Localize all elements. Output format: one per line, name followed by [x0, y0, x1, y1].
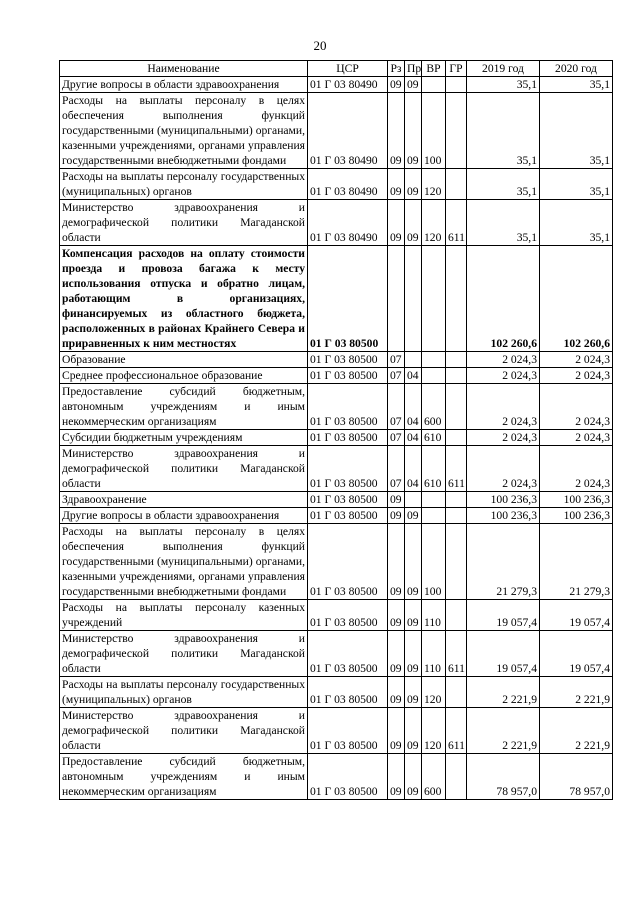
cell-csr: 01 Г 03 80500 [308, 368, 388, 384]
cell-2020: 100 236,3 [540, 508, 613, 524]
cell-vr: 120 [422, 708, 446, 754]
cell-vr: 110 [422, 631, 446, 677]
cell-csr: 01 Г 03 80500 [308, 352, 388, 368]
cell-gr [446, 524, 467, 600]
table-row [60, 384, 613, 430]
table-row [60, 430, 613, 446]
cell-2020: 21 279,3 [540, 524, 613, 600]
cell-csr: 01 Г 03 80500 [308, 446, 388, 492]
cell-vr: 610 [422, 430, 446, 446]
cell-name: Расходы на выплаты персоналу в целях обеспечения выполнения функций государственными (муниципальными) органами, казенными учреждениями, органами управления государственными внебюджетными фондами [60, 93, 308, 169]
cell-2019: 2 024,3 [467, 368, 540, 384]
cell-csr: 01 Г 03 80490 [308, 77, 388, 93]
cell-vr: 100 [422, 524, 446, 600]
cell-pr: 09 [405, 524, 422, 600]
cell-pr [405, 246, 422, 352]
cell-name: Расходы на выплаты персоналу государственных (муниципальных) органов [60, 677, 308, 708]
cell-2019: 100 236,3 [467, 508, 540, 524]
cell-name: Другие вопросы в области здравоохранения [60, 508, 308, 524]
cell-2020: 2 221,9 [540, 677, 613, 708]
cell-2020: 2 024,3 [540, 446, 613, 492]
cell-2020: 35,1 [540, 200, 613, 246]
cell-pr: 09 [405, 200, 422, 246]
cell-pr: 04 [405, 430, 422, 446]
cell-csr: 01 Г 03 80500 [308, 492, 388, 508]
cell-2020: 19 057,4 [540, 631, 613, 677]
table-header-row [60, 61, 613, 77]
cell-pr: 04 [405, 446, 422, 492]
cell-gr [446, 352, 467, 368]
cell-pr: 04 [405, 368, 422, 384]
cell-rz [388, 246, 405, 352]
cell-gr: 611 [446, 708, 467, 754]
cell-2020: 35,1 [540, 169, 613, 200]
cell-gr [446, 77, 467, 93]
cell-csr: 01 Г 03 80500 [308, 754, 388, 800]
cell-name: Министерство здравоохранения и демографической политики Магаданской области [60, 446, 308, 492]
cell-pr: 09 [405, 508, 422, 524]
table-row [60, 492, 613, 508]
page-number: 20 [313, 38, 327, 53]
cell-csr: 01 Г 03 80500 [308, 708, 388, 754]
table-body [60, 77, 613, 800]
table-row [60, 446, 613, 492]
cell-pr: 09 [405, 754, 422, 800]
cell-pr: 09 [405, 77, 422, 93]
cell-pr: 04 [405, 384, 422, 430]
cell-2020: 102 260,6 [540, 246, 613, 352]
cell-2020: 19 057,4 [540, 600, 613, 631]
cell-csr: 01 Г 03 80500 [308, 677, 388, 708]
cell-csr: 01 Г 03 80500 [308, 600, 388, 631]
cell-2019: 2 221,9 [467, 677, 540, 708]
cell-rz: 07 [388, 368, 405, 384]
header-vr: ВР [422, 61, 446, 77]
cell-vr [422, 352, 446, 368]
table-row [60, 631, 613, 677]
cell-csr: 01 Г 03 80500 [308, 384, 388, 430]
cell-2019: 35,1 [467, 93, 540, 169]
table-row [60, 368, 613, 384]
cell-name: Расходы на выплаты персоналу казенных учреждений [60, 600, 308, 631]
cell-vr [422, 77, 446, 93]
table-row [60, 77, 613, 93]
cell-gr [446, 93, 467, 169]
cell-vr [422, 246, 446, 352]
cell-rz: 07 [388, 446, 405, 492]
cell-name: Другие вопросы в области здравоохранения [60, 77, 308, 93]
cell-2019: 35,1 [467, 77, 540, 93]
cell-2019: 2 024,3 [467, 352, 540, 368]
cell-pr: 09 [405, 677, 422, 708]
cell-gr [446, 430, 467, 446]
budget-table [59, 60, 613, 800]
cell-pr: 09 [405, 600, 422, 631]
table-row [60, 93, 613, 169]
cell-gr: 611 [446, 446, 467, 492]
cell-2020: 2 024,3 [540, 352, 613, 368]
cell-csr: 01 Г 03 80490 [308, 200, 388, 246]
cell-pr: 09 [405, 631, 422, 677]
cell-2020: 35,1 [540, 93, 613, 169]
cell-rz: 09 [388, 631, 405, 677]
table-row [60, 754, 613, 800]
cell-2019: 21 279,3 [467, 524, 540, 600]
cell-rz: 09 [388, 600, 405, 631]
cell-2020: 78 957,0 [540, 754, 613, 800]
cell-vr [422, 492, 446, 508]
cell-2020: 2 024,3 [540, 368, 613, 384]
cell-rz: 09 [388, 677, 405, 708]
cell-vr: 120 [422, 677, 446, 708]
cell-2019: 35,1 [467, 200, 540, 246]
cell-gr [446, 508, 467, 524]
cell-name: Среднее профессиональное образование [60, 368, 308, 384]
cell-rz: 07 [388, 430, 405, 446]
cell-name: Образование [60, 352, 308, 368]
cell-gr [446, 368, 467, 384]
cell-csr: 01 Г 03 80500 [308, 508, 388, 524]
cell-rz: 09 [388, 524, 405, 600]
cell-name: Предоставление субсидий бюджетным, автономным учреждениям и иным некоммерческим организациям [60, 754, 308, 800]
cell-gr [446, 384, 467, 430]
table-row [60, 352, 613, 368]
cell-name: Министерство здравоохранения и демографической политики Магаданской области [60, 631, 308, 677]
cell-2019: 19 057,4 [467, 631, 540, 677]
cell-pr [405, 492, 422, 508]
cell-csr: 01 Г 03 80500 [308, 246, 388, 352]
cell-name: Здравоохранение [60, 492, 308, 508]
table-row [60, 246, 613, 352]
cell-csr: 01 Г 03 80490 [308, 169, 388, 200]
cell-vr: 600 [422, 384, 446, 430]
cell-gr: 611 [446, 631, 467, 677]
cell-gr [446, 492, 467, 508]
cell-rz: 07 [388, 384, 405, 430]
cell-gr [446, 169, 467, 200]
cell-name: Субсидии бюджетным учреждениям [60, 430, 308, 446]
cell-rz: 09 [388, 200, 405, 246]
cell-rz: 09 [388, 708, 405, 754]
cell-gr [446, 677, 467, 708]
table-row [60, 169, 613, 200]
cell-pr: 09 [405, 169, 422, 200]
cell-2020: 2 024,3 [540, 430, 613, 446]
cell-name: Министерство здравоохранения и демографической политики Магаданской области [60, 200, 308, 246]
table-row [60, 708, 613, 754]
table-row [60, 508, 613, 524]
cell-vr: 110 [422, 600, 446, 631]
cell-2019: 2 024,3 [467, 430, 540, 446]
cell-2020: 2 024,3 [540, 384, 613, 430]
cell-2019: 2 221,9 [467, 708, 540, 754]
cell-rz: 09 [388, 169, 405, 200]
cell-gr [446, 600, 467, 631]
cell-rz: 09 [388, 77, 405, 93]
cell-vr: 600 [422, 754, 446, 800]
cell-gr: 611 [446, 200, 467, 246]
header-gr: ГР [446, 61, 467, 77]
cell-vr: 610 [422, 446, 446, 492]
cell-csr: 01 Г 03 80500 [308, 524, 388, 600]
cell-2019: 78 957,0 [467, 754, 540, 800]
cell-2020: 100 236,3 [540, 492, 613, 508]
cell-name: Расходы на выплаты персоналу государственных (муниципальных) органов [60, 169, 308, 200]
cell-2019: 100 236,3 [467, 492, 540, 508]
cell-2019: 2 024,3 [467, 446, 540, 492]
header-2019: 2019 год [467, 61, 540, 77]
cell-rz: 07 [388, 352, 405, 368]
cell-vr [422, 508, 446, 524]
cell-2019: 102 260,6 [467, 246, 540, 352]
cell-csr: 01 Г 03 80500 [308, 430, 388, 446]
cell-name: Расходы на выплаты персоналу в целях обеспечения выполнения функций государственными (муниципальными) органами, казенными учреждениями, органами управления государственными внебюджетными фондами [60, 524, 308, 600]
cell-gr [446, 246, 467, 352]
header-pr: Пр [405, 61, 422, 77]
header-name: Наименование [60, 61, 308, 77]
cell-name: Министерство здравоохранения и демографической политики Магаданской области [60, 708, 308, 754]
table-row [60, 600, 613, 631]
cell-2019: 19 057,4 [467, 600, 540, 631]
cell-2019: 35,1 [467, 169, 540, 200]
cell-vr: 100 [422, 93, 446, 169]
cell-pr: 09 [405, 708, 422, 754]
table-row [60, 677, 613, 708]
cell-vr: 120 [422, 200, 446, 246]
cell-rz: 09 [388, 93, 405, 169]
cell-2019: 2 024,3 [467, 384, 540, 430]
cell-csr: 01 Г 03 80500 [308, 631, 388, 677]
cell-2020: 35,1 [540, 77, 613, 93]
table-row [60, 200, 613, 246]
table-row [60, 524, 613, 600]
cell-name: Предоставление субсидий бюджетным, автономным учреждениям и иным некоммерческим организациям [60, 384, 308, 430]
cell-name: Компенсация расходов на оплату стоимости проезда и провоза багажа к месту использования отпуска и обратно лицам, работающим в организациях, финансируемых из областного бюджета, расположенных в районах Крайнего Севера и приравненных к ним местностях [60, 246, 308, 352]
header-2020: 2020 год [540, 61, 613, 77]
cell-rz: 09 [388, 508, 405, 524]
header-csr: ЦСР [308, 61, 388, 77]
cell-2020: 2 221,9 [540, 708, 613, 754]
cell-pr: 09 [405, 93, 422, 169]
cell-pr [405, 352, 422, 368]
header-rz: Рз [388, 61, 405, 77]
cell-rz: 09 [388, 754, 405, 800]
cell-vr: 120 [422, 169, 446, 200]
cell-vr [422, 368, 446, 384]
cell-rz: 09 [388, 492, 405, 508]
cell-csr: 01 Г 03 80490 [308, 93, 388, 169]
cell-gr [446, 754, 467, 800]
